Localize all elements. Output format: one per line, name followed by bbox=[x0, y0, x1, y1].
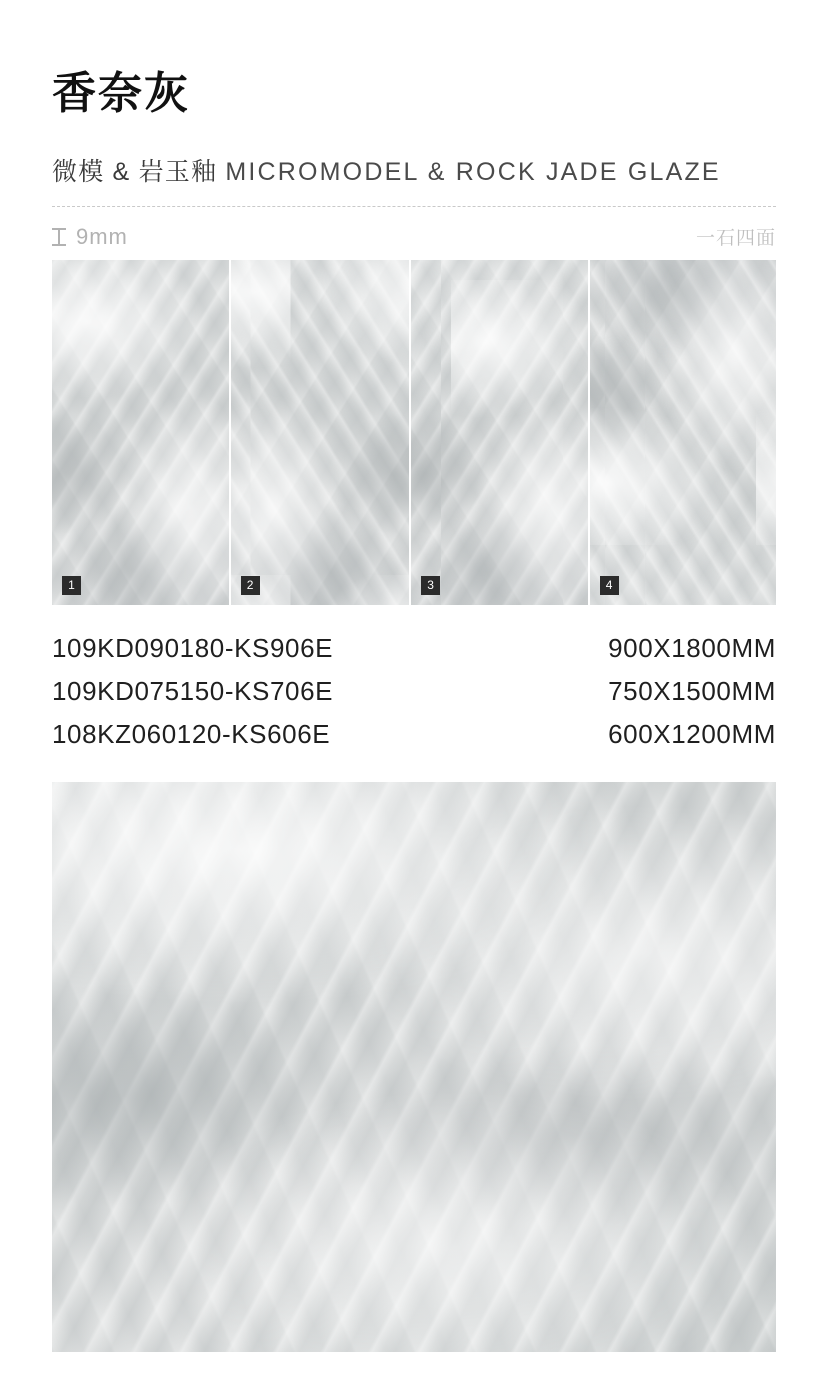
product-size: 600X1200MM bbox=[608, 719, 776, 749]
tile-texture bbox=[52, 782, 776, 1352]
spec-row bbox=[52, 223, 776, 250]
tile-texture bbox=[52, 260, 229, 605]
table-row bbox=[52, 627, 776, 670]
tile-texture bbox=[411, 260, 588, 605]
tile-variant-3[interactable] bbox=[411, 260, 590, 605]
tile-variant-4[interactable] bbox=[590, 260, 776, 605]
tile-texture bbox=[231, 260, 410, 605]
tile-variant-strip bbox=[52, 260, 776, 605]
variant-badge: 3 bbox=[421, 576, 440, 595]
faces-note: 一石四面 bbox=[695, 228, 776, 249]
table-row bbox=[52, 670, 776, 713]
thickness-icon bbox=[52, 227, 66, 247]
variant-badge: 4 bbox=[600, 576, 619, 595]
product-size: 750X1500MM bbox=[608, 676, 776, 706]
subtitle-en: MICROMODEL & ROCK JADE GLAZE bbox=[225, 158, 721, 186]
thickness-spec bbox=[52, 224, 128, 250]
product-code: 109KD090180-KS906E bbox=[52, 633, 334, 663]
product-code-table bbox=[52, 627, 776, 756]
subtitle-cn: 微模 & 岩玉釉 bbox=[52, 158, 226, 186]
product-code: 108KZ060120-KS606E bbox=[52, 719, 331, 749]
variant-badge: 1 bbox=[62, 576, 81, 595]
product-code: 109KD075150-KS706E bbox=[52, 676, 334, 706]
table-row bbox=[52, 713, 776, 756]
tile-variant-2[interactable] bbox=[231, 260, 412, 605]
tile-variant-1[interactable] bbox=[52, 260, 231, 605]
page-subtitle bbox=[52, 152, 776, 188]
tile-texture bbox=[590, 260, 776, 605]
large-tile-preview bbox=[52, 782, 776, 1352]
header-divider bbox=[52, 206, 776, 207]
variant-badge: 2 bbox=[241, 576, 260, 595]
page-title: 香奈灰 bbox=[52, 69, 190, 118]
thickness-value: 9mm bbox=[76, 223, 128, 249]
product-size: 900X1800MM bbox=[608, 633, 776, 663]
